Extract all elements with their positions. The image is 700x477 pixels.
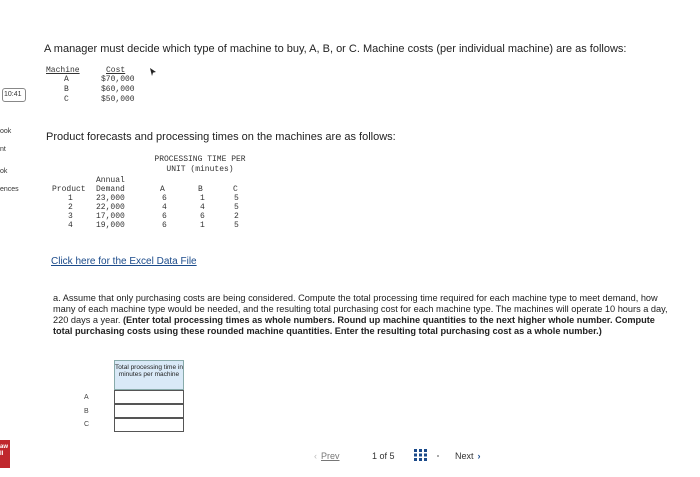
mouse-cursor-icon xyxy=(148,67,158,77)
table-row-b: 4 xyxy=(200,203,205,212)
cost-machine-a: A xyxy=(64,75,69,84)
brand-badge xyxy=(0,440,10,468)
processing-table-title xyxy=(140,155,260,175)
nav-divider xyxy=(437,455,439,457)
table-row-a: 4 xyxy=(162,203,167,212)
answer-input-b[interactable] xyxy=(114,404,184,418)
cost-header-machine: Machine xyxy=(46,66,80,75)
table-row-c: 5 xyxy=(234,221,239,230)
sidebar-item-print[interactable]: nt xyxy=(0,146,6,153)
question-plain-text: a. Assume that only purchasing costs are being considered. Compute the total processing time required for each machine type to meet demand, how many of each machine type would be needed, and the resulting total purchasing cost for each machine type. The machines will operate 10 hours a day, 220 days a year. xyxy=(53,293,668,325)
question-bold-instructions: (Enter total processing times as whole numbers. Round up machine quantities to the next higher whole number. Compute total purchasing costs using these rounded machine quantities. Enter the resulting total purchasing cost as a whole number.) xyxy=(53,315,655,336)
processing-title-line2: UNIT (minutes) xyxy=(166,165,234,174)
grid-view-icon[interactable] xyxy=(414,449,428,461)
processing-title-line1: PROCESSING TIME PER xyxy=(154,155,246,164)
table-row-demand: 17,000 xyxy=(96,212,125,221)
table-row-c: 5 xyxy=(234,203,239,212)
chevron-right-icon: › xyxy=(477,451,481,461)
excel-data-file-link[interactable]: Click here for the Excel Data File xyxy=(51,256,197,267)
cost-header-cost: Cost xyxy=(106,66,126,75)
forecast-text: Product forecasts and processing times on the machines are as follows: xyxy=(46,131,396,143)
cost-machine-b: B xyxy=(64,85,69,94)
timer-display: 10:41 xyxy=(2,88,26,102)
table-row-b: 6 xyxy=(200,212,205,221)
prev-button[interactable] xyxy=(314,451,340,461)
table-row-c: 2 xyxy=(234,212,239,221)
intro-text: A manager must decide which type of machine to buy, A, B, or C. Machine costs (per individual machine) are as follows: xyxy=(44,43,627,55)
answer-input-a[interactable] xyxy=(114,390,184,404)
cost-value-c: $50,000 xyxy=(101,95,135,104)
table-row-b: 1 xyxy=(200,194,205,203)
table-row-product: 3 xyxy=(68,212,73,221)
cost-machine-c: C xyxy=(64,95,69,104)
table-row-demand: 22,000 xyxy=(96,203,125,212)
table-row-product: 1 xyxy=(68,194,73,203)
brand-badge-text: aw II xyxy=(0,444,9,457)
machine-a-header: A xyxy=(160,185,165,194)
machine-b-header: B xyxy=(198,185,203,194)
table-row-a: 6 xyxy=(162,212,167,221)
page-indicator: 1 of 5 xyxy=(372,451,395,461)
answer-row-label-a: A xyxy=(84,394,89,401)
product-header: Product xyxy=(52,185,86,194)
cost-value-a: $70,000 xyxy=(101,75,135,84)
machine-c-header: C xyxy=(233,185,238,194)
table-row-product: 2 xyxy=(68,203,73,212)
chevron-left-icon: ‹ xyxy=(314,451,317,461)
sidebar-item-references[interactable]: ences xyxy=(0,186,19,193)
sidebar-item-ask[interactable]: ok xyxy=(0,168,8,175)
demand-header-line2: Demand xyxy=(96,185,125,194)
sidebar-item-ebook[interactable]: ook xyxy=(0,128,12,135)
answer-input-c[interactable] xyxy=(114,418,184,432)
prev-label: Prev xyxy=(321,451,340,461)
answer-row-label-c: C xyxy=(84,421,90,428)
next-button[interactable] xyxy=(455,451,481,461)
table-row-c: 5 xyxy=(234,194,239,203)
answer-header-processing-time: Total processing time in minutes per machine xyxy=(114,360,184,390)
table-row-a: 6 xyxy=(162,221,167,230)
answer-row-label-b: B xyxy=(84,408,89,415)
demand-header-line1: Annual xyxy=(96,176,125,185)
table-row-b: 1 xyxy=(200,221,205,230)
cost-value-b: $60,000 xyxy=(101,85,135,94)
question-text xyxy=(53,293,668,337)
table-row-demand: 19,000 xyxy=(96,221,125,230)
table-row-a: 6 xyxy=(162,194,167,203)
table-row-product: 4 xyxy=(68,221,73,230)
next-label: Next xyxy=(455,451,474,461)
table-row-demand: 23,000 xyxy=(96,194,125,203)
